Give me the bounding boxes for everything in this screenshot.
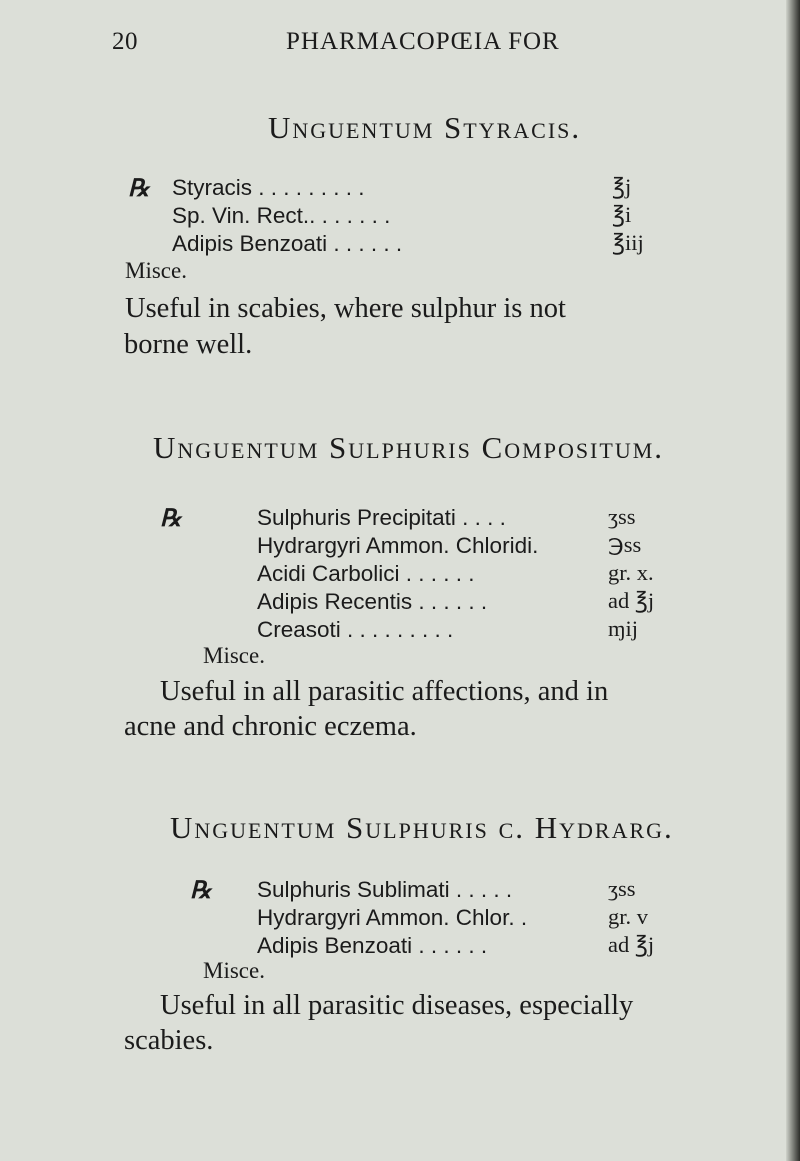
rx-symbol: ℞ — [128, 176, 150, 202]
page-edge-shadow — [786, 0, 800, 1161]
ingredient-amount: ad ℥j — [608, 588, 655, 613]
formula-unguentum-sulphuris-compositum — [0, 430, 780, 750]
ingredient-amount: ad ℥j — [608, 932, 655, 957]
ingredient-amount: ɱij — [608, 616, 639, 641]
ingredient-name: Adipis Recentis . . . . . . — [257, 589, 488, 614]
rx-symbol: ℞ — [190, 878, 212, 904]
misce-label: Misce. — [203, 958, 265, 983]
usage-note-line: borne well. — [124, 329, 253, 360]
ingredient-name: Creasoti . . . . . . . . . — [257, 617, 454, 642]
section-title: Unguentum Styracis. — [268, 110, 582, 145]
page-number: 20 — [112, 28, 138, 55]
usage-note-line: scabies. — [124, 1025, 214, 1056]
misce-label: Misce. — [203, 643, 265, 668]
ingredient-amount: ʒss — [608, 504, 636, 529]
running-head: PHARMACOPŒIA FOR — [286, 28, 560, 55]
ingredient-name: Adipis Benzoati . . . . . . — [257, 933, 488, 958]
ingredient-name: Sulphuris Precipitati . . . . — [257, 505, 506, 530]
formula-unguentum-sulphuris-c-hydrarg — [0, 810, 780, 1100]
ingredient-amount: gr. x. — [608, 560, 654, 585]
ingredient-amount: ℥i — [612, 202, 632, 227]
section-title: Unguentum Sulphuris c. Hydrarg. — [170, 810, 674, 845]
section-title: Unguentum Sulphuris Compositum. — [153, 430, 665, 465]
ingredient-name: Hydrargyri Ammon. Chloridi. — [257, 533, 539, 558]
ingredient-name: Adipis Benzoati . . . . . . — [172, 231, 403, 256]
ingredient-amount: gr. v — [608, 904, 649, 929]
usage-note-line: Useful in scabies, where sulphur is not — [125, 293, 566, 324]
page-header — [0, 28, 780, 68]
ingredient-name: Acidi Carbolici . . . . . . — [257, 561, 475, 586]
usage-note-line: Useful in all parasitic diseases, especially — [160, 990, 634, 1021]
ingredient-amount: ℥iij — [612, 230, 644, 255]
ingredient-amount: ℥j — [612, 174, 632, 199]
ingredient-name: Sulphuris Sublimati . . . . . — [257, 877, 513, 902]
usage-note-line: Useful in all parasitic affections, and in — [160, 676, 609, 707]
ingredient-amount: ℈ss — [608, 532, 642, 557]
ingredient-name: Sp. Vin. Rect.. . . . . . . — [172, 203, 391, 228]
usage-note-line: acne and chronic eczema. — [124, 711, 417, 742]
rx-symbol: ℞ — [160, 506, 182, 532]
ingredient-name: Styracis . . . . . . . . . — [172, 175, 365, 200]
formula-unguentum-styracis — [0, 110, 780, 370]
ingredient-name: Hydrargyri Ammon. Chlor. . — [257, 905, 528, 930]
misce-label: Misce. — [125, 258, 187, 283]
ingredient-amount: ʒss — [608, 876, 636, 901]
